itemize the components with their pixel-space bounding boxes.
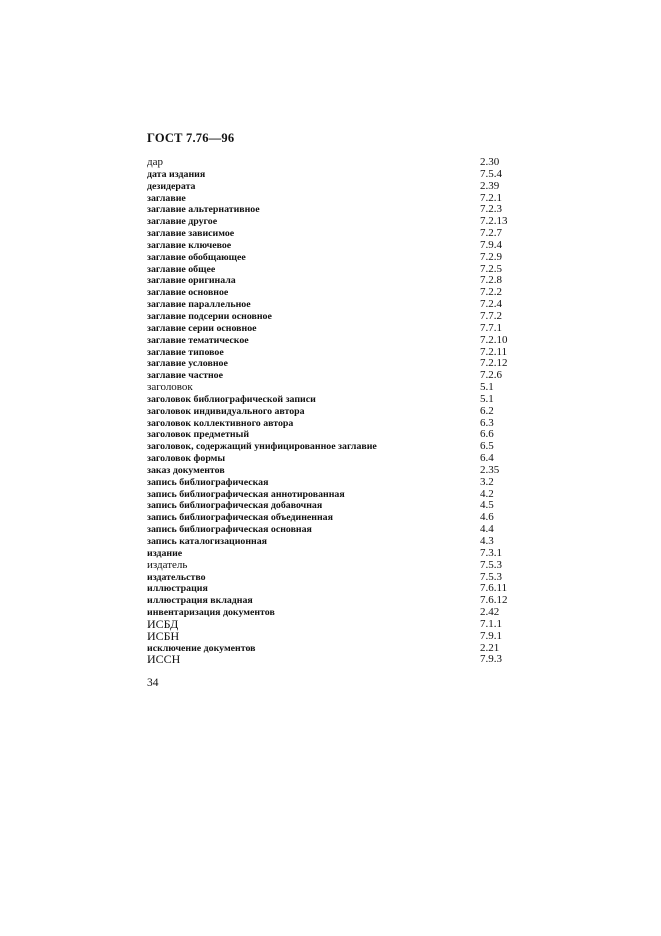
index-reference: 4.3	[480, 535, 494, 547]
index-reference: 7.7.2	[480, 309, 502, 322]
index-term: заглавие условное	[147, 358, 228, 370]
index-entry	[147, 347, 527, 359]
index-term: заглавие серии основное	[147, 322, 257, 334]
index-entry	[147, 394, 527, 406]
index-reference: 7.2.8	[480, 274, 502, 287]
index-term: запись каталогизационная	[147, 536, 267, 547]
index-term: инвентаризация документов	[147, 607, 275, 619]
index-entry	[147, 429, 527, 441]
index-term: дезидерата	[147, 180, 196, 192]
index-term: заглавие оригинала	[147, 275, 236, 287]
index-reference: 7.2.2	[480, 286, 502, 299]
index-reference: 7.5.3	[480, 570, 502, 583]
index-entry	[147, 204, 527, 216]
index-reference: 7.2.13	[480, 215, 508, 228]
index-reference: 2.39	[480, 179, 500, 192]
index-entry	[147, 157, 527, 169]
index-reference: 7.2.3	[480, 203, 502, 216]
index-reference: 2.30	[480, 156, 500, 168]
index-entry	[147, 193, 527, 205]
index-term: заглавие общее	[147, 263, 216, 275]
document-header: ГОСТ 7.76—96	[147, 131, 235, 145]
index-reference: 7.6.12	[480, 594, 508, 607]
index-entry	[147, 216, 527, 228]
index-term: издатель	[147, 558, 188, 571]
index-entry	[147, 607, 527, 619]
index-term: дата издания	[147, 168, 206, 180]
index-reference: 7.2.9	[480, 250, 502, 263]
index-reference: 7.2.11	[480, 345, 508, 358]
index-reference: 2.21	[480, 641, 500, 654]
index-term: иллюстрация вкладная	[147, 595, 253, 607]
index-reference: 4.2	[480, 487, 494, 500]
index-term: заглавие тематическое	[147, 334, 249, 346]
index-entry	[147, 512, 527, 524]
index-term: заголовок коллективного автора	[147, 417, 294, 429]
index-reference: 7.2.7	[480, 227, 502, 240]
index-entry	[147, 311, 527, 323]
index-reference: 7.6.11	[480, 582, 508, 595]
index-entry	[147, 441, 527, 453]
index-term: заказ документов	[147, 464, 225, 476]
index-entry	[147, 358, 527, 370]
index-term: заголовок	[147, 381, 193, 394]
index-entry	[147, 264, 527, 276]
index-entry	[147, 616, 527, 631]
index-entry	[147, 524, 527, 536]
index-term: иллюстрация	[147, 583, 208, 595]
index-entry	[147, 583, 527, 595]
index-reference: 4.4	[480, 523, 494, 536]
index-term: заглавие типовое	[147, 346, 224, 358]
index-reference: 7.7.1	[480, 321, 502, 334]
index-term: ИСБН	[147, 628, 180, 643]
index-reference: 4.5	[480, 499, 494, 512]
index-reference: 7.2.5	[480, 262, 502, 275]
index-term: ИСБД	[147, 616, 179, 631]
index-reference: 7.2.10	[480, 333, 508, 346]
index-reference: 2.42	[480, 606, 500, 619]
index-term: заголовок формы	[147, 453, 226, 465]
index-entry	[147, 275, 527, 287]
index-reference: 6.2	[480, 404, 494, 417]
index-entry	[147, 406, 527, 418]
index-term: издательство	[147, 571, 206, 583]
index-term: запись библиографическая добавочная	[147, 500, 323, 512]
index-entry	[147, 572, 527, 584]
index-reference: 7.9.4	[480, 238, 502, 251]
index-term: заголовок, содержащий унифицированное заглавие	[147, 441, 377, 453]
index-entry	[147, 628, 527, 643]
index-entry	[147, 418, 527, 430]
index-reference: 7.9.1	[480, 629, 502, 642]
index-reference: 2.35	[480, 463, 500, 476]
index-term: заглавие ключевое	[147, 239, 232, 251]
index-term: заголовок библиографической записи	[147, 393, 316, 405]
index-entry	[147, 370, 527, 382]
index-reference: 5.1	[480, 392, 494, 405]
index-entry	[147, 560, 527, 572]
index-entry	[147, 299, 527, 311]
index-entry	[147, 595, 527, 607]
index-reference: 7.2.1	[480, 191, 502, 204]
index-entry	[147, 335, 527, 347]
index-entry	[147, 228, 527, 240]
index-term: заглавие другое	[147, 216, 218, 228]
index-entry	[147, 169, 527, 181]
index-reference: 7.2.6	[480, 369, 502, 382]
index-entry	[147, 465, 527, 477]
index-term: заглавие параллельное	[147, 299, 251, 311]
index-reference: 7.5.4	[480, 167, 502, 180]
index-term: запись библиографическая основная	[147, 524, 312, 536]
index-term: издание	[147, 547, 183, 559]
index-term: заглавие обобщающее	[147, 251, 246, 263]
index-term: заголовок предметный	[147, 429, 250, 441]
index-entry	[147, 453, 527, 465]
index-term: заглавие	[147, 192, 186, 204]
index-term: заглавие подсерии основное	[147, 310, 272, 322]
index-term: запись библиографическая аннотированная	[147, 488, 345, 500]
index-term: исключение документов	[147, 642, 256, 654]
index-entry	[147, 536, 527, 548]
index-term: заголовок индивидуального автора	[147, 405, 305, 417]
index-entry	[147, 643, 527, 655]
index-term: дар	[147, 156, 163, 168]
index-reference: 7.2.12	[480, 357, 508, 370]
index-entry	[147, 489, 527, 501]
index-term: заглавие частное	[147, 370, 223, 382]
index-reference: 6.5	[480, 440, 494, 453]
index-reference: 6.6	[480, 428, 494, 441]
index-entry	[147, 477, 527, 489]
index-reference: 7.2.4	[480, 298, 502, 311]
index-reference: 4.6	[480, 511, 494, 524]
index-entry	[147, 500, 527, 512]
index-term: запись библиографическая объединенная	[147, 512, 333, 524]
index-reference: 7.1.1	[480, 617, 502, 630]
index-reference: 7.9.3	[480, 653, 502, 666]
index-entry	[147, 654, 527, 666]
page-number: 34	[147, 677, 159, 689]
index-reference: 6.3	[480, 416, 494, 429]
index-reference: 7.5.3	[480, 558, 502, 571]
index-entry	[147, 181, 527, 193]
index-reference: 7.3.1	[480, 546, 502, 559]
index-reference: 6.4	[480, 452, 494, 465]
index-entry	[147, 240, 527, 252]
index-term: ИССН	[147, 652, 181, 667]
index-entry	[147, 323, 527, 335]
index-reference: 3.2	[480, 475, 494, 488]
index-term: заглавие альтернативное	[147, 204, 260, 216]
index-entry	[147, 382, 527, 394]
index-term: запись библиографическая	[147, 476, 269, 488]
index-term: заглавие зависимое	[147, 228, 235, 240]
index-entry	[147, 287, 527, 299]
index-reference: 5.1	[480, 381, 494, 394]
term-index-list	[147, 157, 527, 666]
index-term: заглавие основное	[147, 287, 229, 299]
index-entry	[147, 548, 527, 560]
index-entry	[147, 252, 527, 264]
